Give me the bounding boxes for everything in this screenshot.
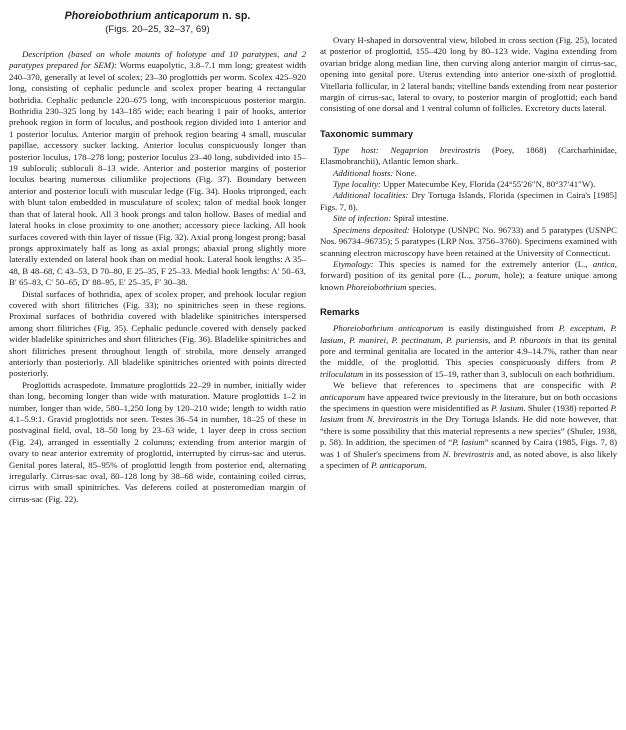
- taxonomic-summary-section: [320, 145, 617, 293]
- italic-text-run: Type locality:: [333, 179, 381, 190]
- text-run: Ovary H-shaped in dorsoventral view, bilobed in cross section (Fig. 25), located at posterior of proglottid, 155–420 long by 80–123 wide. Vagina extending from ovarian bridge along median line, then curving along anterior margin of cirrus-sac, opening into genital pore. Uterus extending into anterior one-sixth of proglottid. Vitellaria follicular, in 2 lateral bands; vitelline bands extending from near posterior margin of cirrus-sac, lateral to ovary, to posterior margin of proglottid; each band consisting of one dorsal and 1 ventral column of follicles. Excretory ducts lateral.: [320, 35, 617, 114]
- text-run: ,: [385, 334, 392, 345]
- text-run: ,: [440, 334, 447, 345]
- ovary-paragraph: [320, 35, 617, 115]
- type-locality-entry: [320, 179, 617, 190]
- text-run: Dry Tortuga Islands, Florida (specimen in Caira's [1985] Figs. 7, 8).: [320, 190, 617, 212]
- description-paragraph: [9, 49, 306, 289]
- text-run: , forward) position of its genital pore (L.,: [320, 258, 617, 281]
- italic-text-run: P. triloculatum: [320, 357, 617, 379]
- microthrix-paragraph: [9, 289, 306, 380]
- right-column: [320, 8, 617, 730]
- text-run: and, as noted above, is also likely a specimen of: [320, 448, 617, 470]
- text-run: ” scanned by Caira (1985, Figs. 7, 8) was 1 of Shuler's specimens from: [320, 437, 617, 459]
- text-run: We believe that references to specimens that are conspecific with: [333, 380, 611, 391]
- italic-text-run: Type host: Negaprion brevirostris: [333, 144, 481, 155]
- ovary-section: [320, 35, 617, 115]
- taxonomic-summary-heading: Taxonomic summary: [320, 127, 414, 139]
- italic-text-run: P. anticaporum: [371, 460, 425, 470]
- italic-text-run: P. pectinatum: [391, 334, 441, 345]
- italic-text-run: P. exceptum: [558, 323, 604, 334]
- italic-text-run: Additional hosts:: [333, 167, 394, 178]
- text-run: ,: [603, 323, 611, 334]
- text-run: species.: [406, 281, 437, 292]
- title-block: [9, 10, 306, 36]
- text-run: Worms euapolytic, 3.8–7.1 mm long; greatest width 240–370, generally at level of scolex; 23–30 proglottids per worm. Scolex 425–920 long, consisting of cephalic peduncle and scolex proper bearing 4 rectangular bothridia. Cephalic peduncle 220–675 long, with inconspicuous posterior margin. Bothridia 230–325 long by 143–185 wide; each bearing 1 pair of hooks, anterior prehook region in form of loculus, and posthook region divided into 1 anterior and 1 posterior loculus. Anterior margin of prehook region bearing 4 small, muscular papillae, accessory sucker lacking. Anterior loculus conspicuously longer than posterior loculus, 178–278 long; posterior loculus 23–40 long, subdivided into 15–19 subloculi; subloculi 8–13 wide. Anterior and posterior margins of posterior loculus bearing numerous ciliumlike projections (Fig. 37). Boundary between anterior and posterior loculi with muscular ledge (Fig. 34). Hooks tripronged, each with blunt talon embedded in musculature of scolex; talon of medial hook longer than that of lateral hook. All 3 hook prongs and talon hollow. Bases of medial and lateral hooks in close proximity to one another; accessory piece lacking. All hook surfaces covered with thin layer of tissue (Fig. 32). Axial prong longest prong; basal prongs approximately half as long as axial prongs; abaxial prong slightly more laterally extended on lateral hook than on medial hook. Lateral hook lengths: A 35–48, B 48–68, C 43–53, D 70–80, E 25–35, F 25–33. Medial hook lengths: A′ 50–63, B′ 65–83, C′ 50–65, D′ 88–95, E′ 25–35, F′ 30–38.: [9, 60, 306, 288]
- additional-hosts-entry: [320, 168, 617, 179]
- text-run: . Shuler (1938) reported: [523, 402, 611, 413]
- remarks-paragraph-1: [320, 323, 617, 380]
- text-run: (Poey, 1868) (Carcharhinidae, Elasmobranchii), Atlantic lemon shark.: [320, 144, 617, 167]
- text-run: Spiral intestine.: [391, 213, 449, 224]
- text-run: Upper Matecumbe Key, Florida (24°55′26″N, 80°37′41″W).: [380, 179, 596, 190]
- site-of-infection-entry: [320, 213, 617, 224]
- italic-text-run: P. lasium: [491, 402, 524, 413]
- italic-text-run: Phoreiobothrium: [346, 281, 407, 292]
- text-run: is easily distinguished from: [443, 323, 559, 334]
- text-run: Holotype (USNPC No. 96733) and 5 paratypes (USNPC Nos. 96734–96735); 5 paratypes (LRP Nos. 3756–3760). Specimens examined with scanning electron microscopy have been retained at the University of Connecticut.: [320, 224, 617, 258]
- italic-text-run: antica: [592, 258, 615, 269]
- specimens-deposited-entry: [320, 225, 617, 259]
- text-run: , and: [488, 334, 510, 345]
- italic-text-run: porum: [475, 270, 499, 281]
- italic-text-run: Specimens deposited:: [333, 224, 410, 235]
- italic-text-run: P. lasium: [320, 402, 617, 425]
- proglottids-paragraph: [9, 380, 306, 505]
- type-host-entry: [320, 145, 617, 168]
- text-run: , hole); a feature unique among known: [320, 270, 617, 292]
- text-run: None.: [393, 167, 417, 178]
- text-run: in that its genital pore and terminal genitalia are located in the anterior 4.9–14.7%, rather than near the middle, of the proglottid. This species conspicuously differs from: [320, 334, 617, 368]
- italic-text-run: Additional localities:: [333, 190, 409, 201]
- italic-text-run: P. manirei: [349, 334, 386, 345]
- italic-text-run: Site of infection:: [333, 213, 392, 224]
- species-heading: [9, 10, 306, 23]
- figures-reference: (Figs. 20–25, 32–37, 69): [105, 24, 210, 35]
- italic-text-run: Phoreiobothrium anticaporum: [333, 323, 444, 334]
- remarks-section: [320, 323, 617, 471]
- left-column: [9, 8, 306, 730]
- italic-text-run: P. puriensis: [446, 334, 489, 345]
- text-run: ,: [343, 334, 350, 345]
- italic-text-run: Etymology:: [333, 258, 374, 269]
- remarks-heading: Remarks: [320, 306, 360, 318]
- additional-localities-entry: [320, 190, 617, 213]
- italic-text-run: P. anticaporum: [320, 380, 617, 402]
- text-run: in its possession of 15–19, rather than 3, subloculi on each bothridium.: [363, 368, 615, 379]
- remarks-paragraph-2: [320, 380, 617, 471]
- etymology-entry: [320, 259, 617, 293]
- italic-text-run: N. brevirostris: [442, 448, 494, 459]
- text-run: in the Dry Tortuga Islands. He did note however, that “there is some possibility that this material represents a new species” (Shuler, 1938, p. 58). In addition, the specimen of “: [320, 414, 618, 448]
- text-run: Proglottids acraspedote. Immature proglottids 22–29 in number, initially wider than long, becoming longer than wide with maturation. Mature proglottids 1–2 in number, longer than wide, 580–1,250 long by 120–210 wide; length to width ratio 4.1–5.9:1. Gravid proglottids not seen. Testes 36–54 in number, 18–25 of these in postvaginal field, oval, 18–50 long by 23–63 wide, 1 layer deep in cross section (Fig. 24), arranged in essentially 2 columns; extending from anterior margin of ovary to near anterior extremity of proglottid, interrupted by cirrus-sac and uterus. Genital pores lateral, 85–95% of proglottid length from posterior end, alternating irregularly. Cirrus-sac oval, 80–128 long by 38–68 wide, containing coiled cirrus, cirrus with small spinitriches. Vas deferens coiled at posteromedian margin of cirrus-sac (Fig. 22).: [9, 379, 306, 504]
- text-run: .: [424, 460, 427, 470]
- italic-text-run: Description (based on whole mounts of holotype and 10 paratypes, and 2 paratypes prepared for SEM):: [9, 49, 306, 71]
- text-run: Distal surfaces of bothridia, apex of scolex proper, and prehook locular region covered with short filitriches (Fig. 33); no spinitriches seen in these regions. Proximal surfaces of bothridia covered with bladelike spinitriches interspersed among short filitriches (Fig. 35). Cephalic peduncle covered with densely packed wider bladelike spinitriches and short filitriches (Fig. 36). Bladelike spinitriches and short filitriches present throughout length of strobila, more densely arranged anteriorly than posteriorly. All bladelike spinitriches oriented with points directed posteriorly.: [9, 288, 306, 379]
- italic-text-run: Phoreiobothrium anticaporum: [64, 10, 220, 22]
- text-run: from: [343, 414, 367, 425]
- italic-text-run: P. lasium: [320, 323, 617, 345]
- text-run: This species is named for the extremely anterior (L.,: [373, 258, 593, 269]
- description-section: [9, 49, 306, 505]
- italic-text-run: N. brevirostris: [366, 414, 419, 425]
- italic-text-run: P. lasium: [452, 437, 485, 448]
- italic-text-run: P. tiburonis: [509, 334, 552, 345]
- text-run: have appeared twice previously in the literature, but on both occasions the specimens in question were misidentified as: [320, 391, 617, 413]
- text-run: n. sp.: [219, 10, 251, 22]
